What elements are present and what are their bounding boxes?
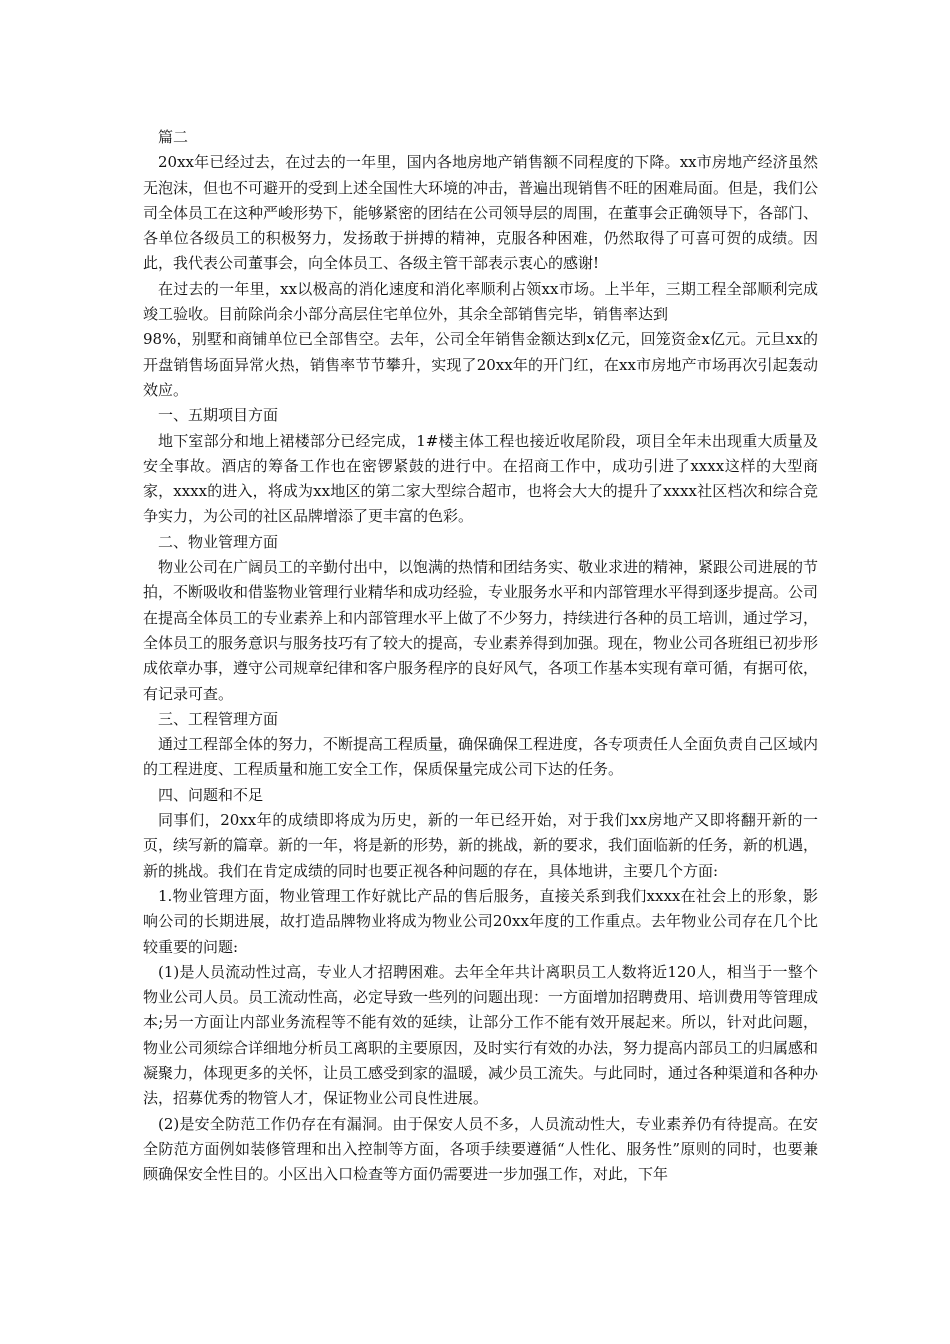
section-heading: 一、五期项目方面 xyxy=(158,406,279,425)
section-heading: 四、问题和不足 xyxy=(158,785,264,804)
paragraph: (1)是人员流动性过高，专业人才招聘困难。去年全年共计离职员工人数将近120人，相当于一整个物业公司人员。员工流动性高，必定导致一些列的问题出现：一方面增加招聘费用、培训费用等管理成本;另一方面让内部业务流程等不能有效的延续，让部分工作不能有效开展起来。所以，针对此问题，物业公司须综合详细地分析员工离职的主要原因，及时实行有效的办法，努力提高内部员工的归属感和凝聚力，体现更多的关怀，让员工感受到家的温暖，减少员工流失。与此同时，通过各种渠道和各种办法，招募优秀的物管人才，保证物业公司良性进展。 xyxy=(143,962,819,1108)
section-title: 篇二 xyxy=(158,128,189,146)
paragraph: 20xx年已经过去，在过去的一年里，国内各地房地产销售额不同程度的下降。xx市房地产经济虽然无泡沫，但也不可避开的受到上述全国性大环境的冲击，普遍出现销售不旺的困难局面。但是，我们公司全体员工在这种严峻形势下，能够紧密的团结在公司领导层的周围，在董事会正确领导下，各部门、各单位各级员工的积极努力，发扬敢于拼搏的精神，克服各种困难，仍然取得了可喜可贺的成绩。因此，我代表公司董事会，向全体员工、各级主管干部表示衷心的感谢! xyxy=(143,153,819,273)
section-heading: 二、物业管理方面 xyxy=(158,532,279,551)
paragraph: 同事们，20xx年的成绩即将成为历史，新的一年已经开始，对于我们xx房地产又即将翻开新的一页，续写新的篇章。新的一年，将是新的形势，新的挑战，新的要求，我们面临新的任务，新的机遇，新的挑战。我们在肯定成绩的同时也要正视各种问题的存在，具体地讲，主要几个方面: xyxy=(143,811,819,880)
paragraph: 在过去的一年里，xx以极高的消化速度和消化率顺利占领xx市场。上半年，三期工程全部顺利完成竣工验收。目前除尚余小部分高层住宅单位外，其余全部销售完毕，销售率达到 98%，别墅和商铺单位已全部售空。去年，公司全年销售金额达到x亿元，回笼资金x亿元。元旦xx的开盘销售场面异常火热，销售率节节攀升，实现了20xx年的开门红，在xx市房地产市场再次引起轰动效应。 xyxy=(143,279,818,399)
section-heading: 三、工程管理方面 xyxy=(158,709,279,728)
paragraph: 物业公司在广阔员工的辛勤付出中，以饱满的热情和团结务实、敬业求进的精神，紧跟公司进展的节拍，不断吸收和借鉴物业管理行业精华和成功经验，专业服务水平和内部管理水平得到逐步提高。公司在提高全体员工的专业素养上和内部管理水平上做了不少努力，持续进行各种的员工培训，通过学习，全体员工的服务意识与服务技巧有了较大的提高，专业素养得到加强。现在，物业公司各班组已初步形成依章办事，遵守公司规章纪律和客户服务程序的良好风气，各项工作基本实现有章可循，有据可依，有记录可查。 xyxy=(143,558,819,703)
document-body xyxy=(143,125,818,1187)
paragraph: (2)是安全防范工作仍存在有漏洞。由于保安人员不多，人员流动性大，专业素养仍有待提高。在安全防范方面例如装修管理和出入控制等方面，各项手续要遵循“人性化、服务性”原则的同时，也要兼顾确保安全性目的。小区出入口检查等方面仍需要进一步加强工作，对此，下年 xyxy=(143,1114,818,1184)
paragraph: 通过工程部全体的努力，不断提高工程质量，确保确保工程进度，各专项责任人全面负责自己区域内的工程进度、工程质量和施工安全工作，保质保量完成公司下达的任务。 xyxy=(143,735,819,779)
paragraph: 1.物业管理方面，物业管理工作好就比产品的售后服务，直接关系到我们xxxx在社会上的形象，影响公司的长期进展，故打造品牌物业将成为物业公司20xx年度的工作重点。去年物业公司存在几个比较重要的问题: xyxy=(143,886,818,956)
paragraph: 地下室部分和地上裙楼部分已经完成，1#楼主体工程也接近收尾阶段，项目全年未出现重大质量及安全事故。酒店的筹备工作也在密锣紧鼓的进行中。在招商工作中，成功引进了xxxx这样的大型商家，xxxx的进入，将成为xx地区的第二家大型综合超市，也将会大大的提升了xxxx社区档次和综合竞争实力，为公司的社区品牌增添了更丰富的色彩。 xyxy=(143,431,818,526)
